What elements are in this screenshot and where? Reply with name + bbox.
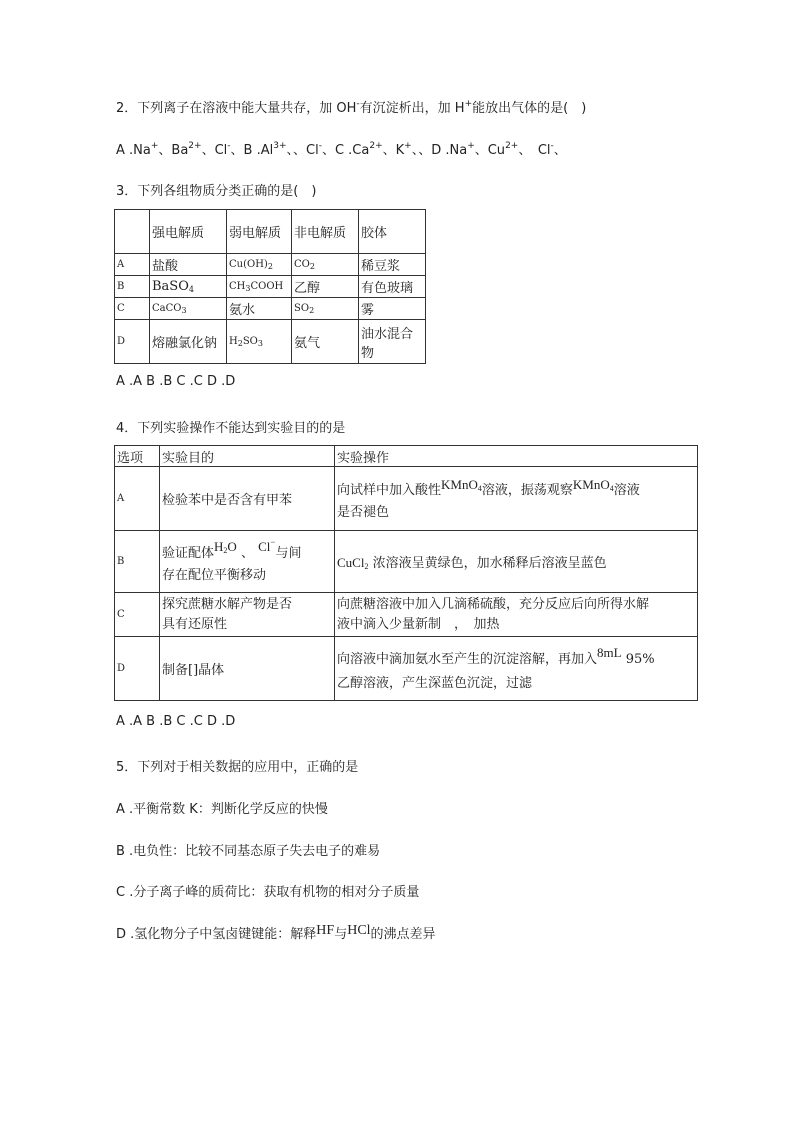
row-label: B xyxy=(115,531,160,593)
question-3-answer-options: A .A B .B C .C D .D xyxy=(116,374,236,389)
table-header-cell: 弱电解质 xyxy=(227,210,292,254)
row-label: D xyxy=(115,637,160,701)
question-5-option-c: C .分子离子峰的质荷比：获取有机物的相对分子质量 xyxy=(116,885,420,900)
table-header-row xyxy=(115,210,426,254)
table-cell: 氨水 xyxy=(227,298,292,320)
table-header-cell: 强电解质 xyxy=(150,210,227,254)
question-4-stem: 4．下列实验操作不能达到实验目的的是 xyxy=(116,421,346,436)
table-cell: 向溶液中滴加氨水至产生的沉淀溶解，再加入8mL 95% 乙醇溶液，产生深蓝色沉淀，过滤 xyxy=(335,637,698,701)
question-5-option-b: B .电负性：比较不同基态原子失去电子的难易 xyxy=(116,844,381,859)
row-label: B xyxy=(115,276,150,298)
table-cell: CaCO$_3$ xyxy=(150,298,227,320)
table-cell: 熔融氯化钠 xyxy=(150,320,227,364)
table-cell: 制备[]晶体 xyxy=(160,637,335,701)
table-row xyxy=(115,467,698,531)
row-label: C xyxy=(115,298,150,320)
table-cell: 氨气 xyxy=(292,320,359,364)
classification-table xyxy=(114,209,426,364)
table-header-row xyxy=(115,446,698,467)
table-row xyxy=(115,298,426,320)
table-header-cell: 胶体 xyxy=(359,210,426,254)
row-label: A xyxy=(115,254,150,276)
question-2-options: A .Na+、$Ba^{2+}$、Cl-、B $.Al^{3+}$、、Cl-、C $.Ca^{2+}$、K+、、D .Na+、$Cu^{2+}$、 Cl-、 xyxy=(116,141,567,158)
table-cell: 雾 xyxy=(359,298,426,320)
table-row xyxy=(115,320,426,364)
row-label: D xyxy=(115,320,150,364)
table-cell: 向试样中加入酸性KMnO$_4$溶液，振荡观察KMnO$_4$溶液 是否褪色 xyxy=(335,467,698,531)
table-cell: 验证配体$H_2O$ 、 Cl−与间 存在配位平衡移动 xyxy=(160,531,335,593)
table-row xyxy=(115,276,426,298)
table-cell: 探究蔗糖水解产物是否 具有还原性 xyxy=(160,593,335,637)
question-4-answer-options: A .A B .B C .C D .D xyxy=(116,714,236,729)
row-label: C xyxy=(115,593,160,637)
table-cell: 检验苯中是否含有甲苯 xyxy=(160,467,335,531)
table-header-cell xyxy=(115,210,150,254)
table-row xyxy=(115,531,698,593)
table-cell: 盐酸 xyxy=(150,254,227,276)
question-5-option-d: D .氢化物分子中氢卤键键能：解释HF与HCl的沸点差异 xyxy=(116,923,436,942)
table-cell: 稀豆浆 xyxy=(359,254,426,276)
row-label: A xyxy=(115,467,160,531)
question-5-stem: 5．下列对于相关数据的应用中，正确的是 xyxy=(116,760,359,775)
table-cell: 乙醇 xyxy=(292,276,359,298)
table-row xyxy=(115,254,426,276)
question-3-stem: 3．下列各组物质分类正确的是( ) xyxy=(116,184,317,199)
table-cell: 向蔗糖溶液中加入几滴稀硫酸，充分反应后向所得水解 液中滴入少量新制 ， 加热 xyxy=(335,593,698,637)
table-header-cell: 非电解质 xyxy=(292,210,359,254)
question-2-stem: 2．下列离子在溶液中能大量共存，加 OH-有沉淀析出，加 H+能放出气体的是( ) xyxy=(116,99,587,116)
table-header-cell: 实验目的 xyxy=(160,446,335,467)
table-cell: 油水混合物 xyxy=(359,320,426,364)
table-header-cell: 实验操作 xyxy=(335,446,698,467)
question-5-option-a: A .平衡常数 K：判断化学反应的快慢 xyxy=(116,802,328,817)
table-cell: CuCl$_2$ 浓溶液呈黄绿色，加水稀释后溶液呈蓝色 xyxy=(335,531,698,593)
table-header-cell: 选项 xyxy=(115,446,160,467)
table-cell: $Cu(OH)_2$ xyxy=(227,254,292,276)
table-cell: $SO_2$ xyxy=(292,298,359,320)
table-cell: $CO_2$ xyxy=(292,254,359,276)
table-row xyxy=(115,593,698,637)
table-cell: BaSO$_4$ xyxy=(150,276,227,298)
table-row xyxy=(115,637,698,701)
table-cell: $CH_3COOH$ xyxy=(227,276,292,298)
table-cell: $H_2SO_3$ xyxy=(227,320,292,364)
experiment-table xyxy=(114,445,698,701)
table-cell: 有色玻璃 xyxy=(359,276,426,298)
